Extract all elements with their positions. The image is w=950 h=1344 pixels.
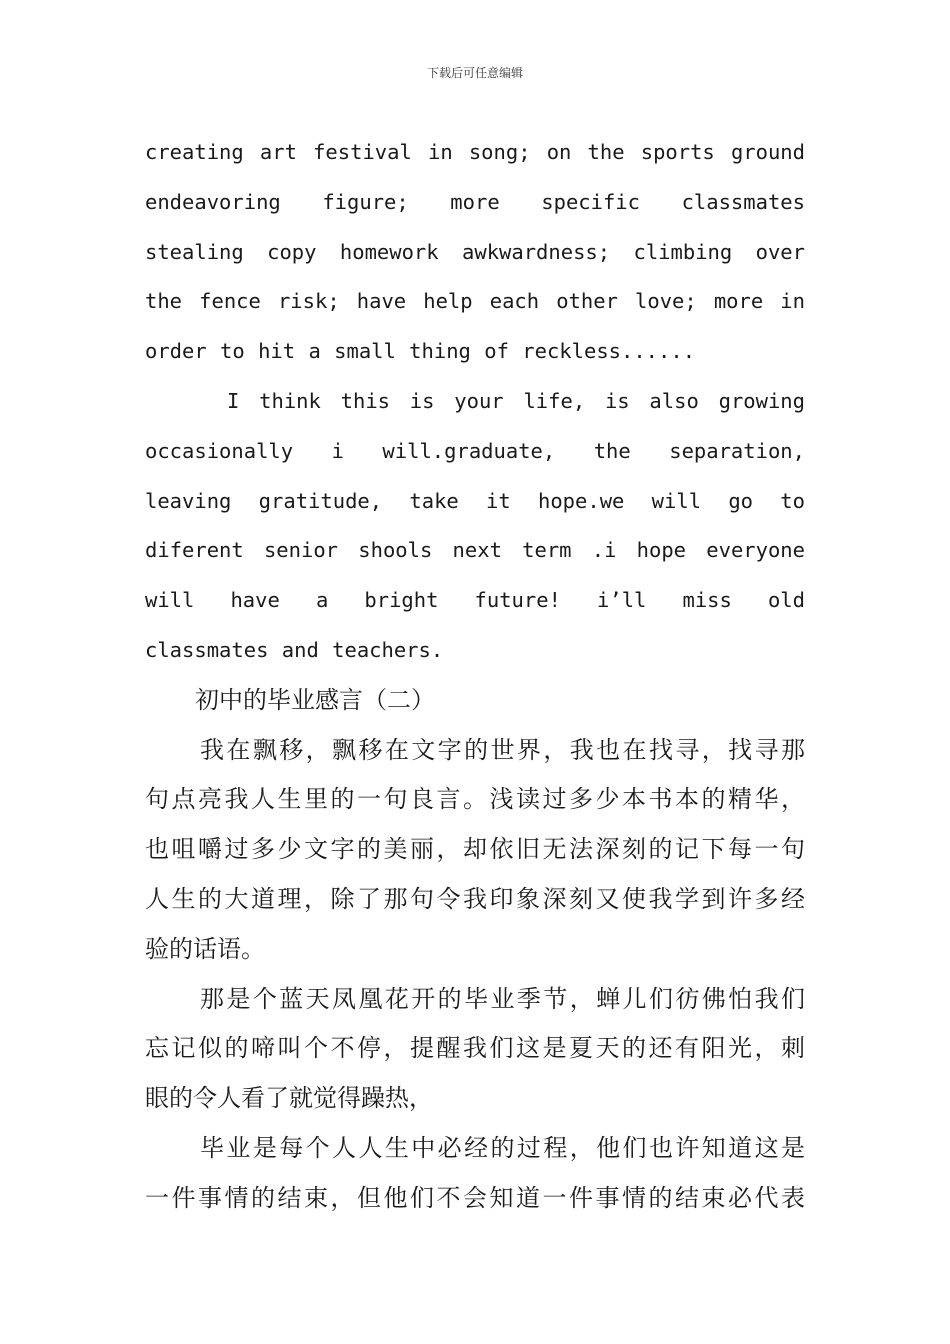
text-line: occasionally i will.graduate, the separation, [145, 438, 805, 463]
text-line: 眼的令人看了就觉得躁热， [145, 1084, 433, 1113]
chinese-paragraph-3 [145, 1124, 805, 1224]
text-line: the fence risk; have help each other love; more in [145, 289, 805, 314]
section-title: 初中的毕业感言（二） [195, 685, 435, 714]
text-line: 也咀嚼过多少文字的美丽，却依旧无法深刻的记下每一句 [145, 835, 805, 864]
english-paragraph-1 [145, 128, 805, 377]
text-line: 我在飘移，飘移在文字的世界，我也在找寻，找寻那 [200, 735, 805, 764]
text-line: 那是个蓝天凤凰花开的毕业季节，蝉儿们彷佛怕我们 [200, 984, 805, 1013]
text-line: classmates and teachers. [145, 637, 444, 662]
text-line: 毕业是每个人人生中必经的过程，他们也许知道这是 [200, 1133, 805, 1162]
text-line: leaving gratitude, take it hope.we will go to [145, 488, 805, 513]
text-line: diferent senior shools next term .i hope everyone [145, 538, 805, 563]
chinese-paragraph-2 [145, 975, 805, 1124]
document-body [145, 128, 805, 1224]
text-line: stealing copy homework awkwardness; climbing over [145, 239, 805, 264]
text-line: will have a bright future! i’ll miss old [145, 588, 805, 613]
text-line: endeavoring figure; more specific classmates [145, 189, 805, 214]
text-line: 验的话语。 [145, 934, 265, 963]
chinese-paragraph-1 [145, 726, 805, 975]
text-line: order to hit a small thing of reckless...... [145, 339, 696, 364]
page-header: 下载后可任意编辑 [426, 66, 523, 80]
text-line: 句点亮我人生里的一句良言。浅读过多少本书本的精华， [145, 785, 805, 814]
text-line: I think this is your life, is also growing [227, 388, 805, 413]
text-line: creating art festival in song; on the sports ground [145, 140, 805, 164]
english-paragraph-2 [145, 377, 805, 676]
text-line: 忘记似的啼叫个不停，提醒我们这是夏天的还有阳光，刺 [145, 1034, 805, 1063]
text-line: 人生的大道理，除了那句令我印象深刻又使我学到许多经 [145, 884, 805, 913]
text-line: 一件事情的结束，但他们不会知道一件事情的结束必代表 [145, 1183, 805, 1212]
